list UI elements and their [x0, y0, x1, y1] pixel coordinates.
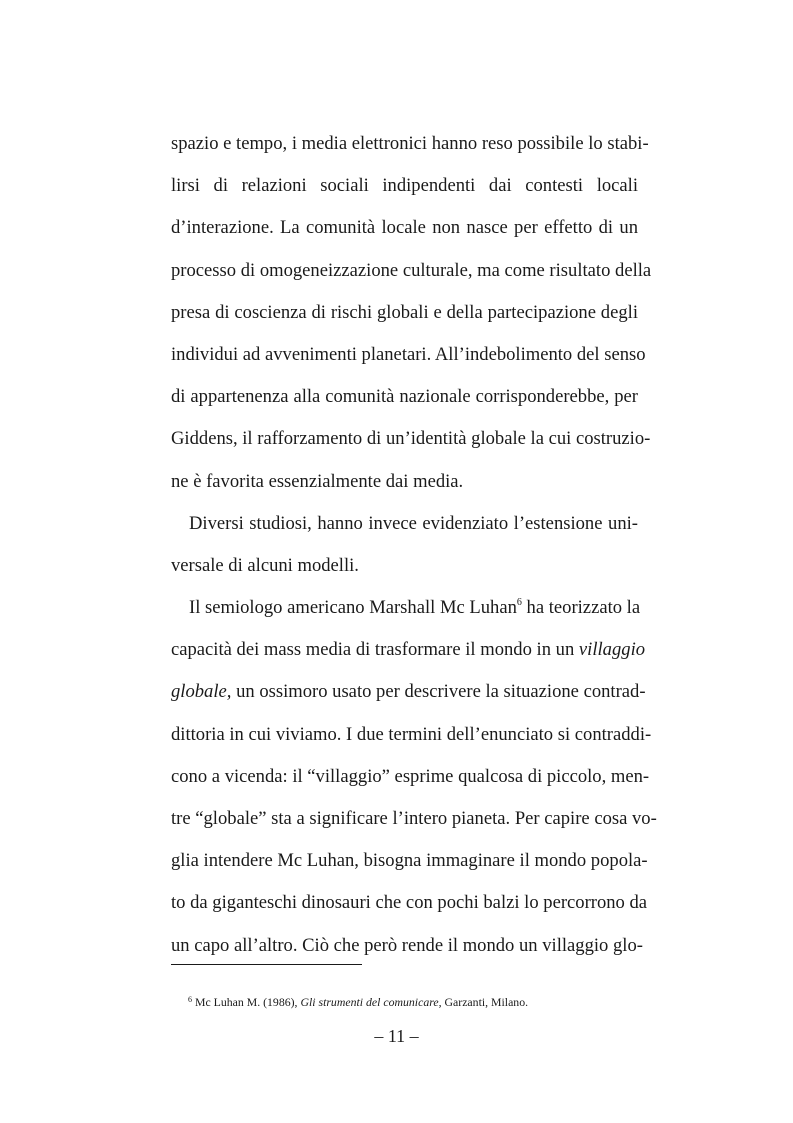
text-line: glia intendere Mc Luhan, bisogna immaginare il mondo popola- — [171, 850, 648, 872]
text-line: presa di coscienza di rischi globali e della partecipazione degli — [171, 301, 638, 323]
footnote-separator — [171, 964, 362, 965]
text-line: to da giganteschi dinosauri che con pochi balzi lo percorrono da — [171, 892, 648, 914]
footnote-number: 6 — [188, 995, 192, 1004]
text-line: tre “globale” sta a significare l’intero pianeta. Per capire cosa vo- — [171, 808, 657, 829]
text-line: globale, un ossimoro usato per descrivere la situazione contrad- — [171, 681, 646, 703]
text-line: di appartenenza alla comunità nazionale corrisponderebbe, per — [171, 386, 638, 408]
text-line: cono a vicenda: il “villaggio” esprime qualcosa di piccolo, men- — [171, 765, 650, 787]
text-line: individui ad avvenimenti planetari. All’indebolimento del senso — [171, 343, 646, 365]
italic-term: globale, — [171, 681, 232, 703]
text-line: Il semiologo americano Marshall Mc Luhan$^6$ ha teorizzato la — [189, 597, 641, 619]
text-line: lirsi di relazioni sociali indipendenti dai contesti locali — [171, 175, 638, 197]
footnote — [188, 995, 528, 1010]
body-text — [171, 128, 657, 972]
text-line: dittoria in cui viviamo. I due termini dell’enunciato si contraddi- — [171, 723, 652, 745]
text-line: Giddens, il rafforzamento di un’identità globale la cui costruzio- — [171, 428, 651, 450]
text-line: ne è favorita essenzialmente dai media. — [171, 470, 464, 492]
text-line: processo di omogeneizzazione culturale, ma come risultato della — [171, 259, 652, 281]
text-line: un capo all’altro. Ciò che però rende il mondo un villaggio glo- — [171, 934, 643, 956]
italic-term: villaggio — [578, 639, 646, 661]
text-line: d’interazione. La comunità locale non nasce per effetto di un — [171, 217, 638, 239]
footnote-publisher: Garzanti, Milano. — [441, 995, 529, 1009]
footnote-author: Mc Luhan M. (1986), — [192, 995, 301, 1009]
page-number: – 11 – — [374, 1026, 419, 1046]
text-line: Diversi studiosi, hanno invece evidenziato l’estensione uni- — [189, 512, 638, 534]
text-line: capacità dei mass media di trasformare il mondo in un villaggio — [171, 639, 646, 661]
footnote-reference: 6 — [516, 597, 522, 609]
text-line: versale di alcuni modelli. — [171, 554, 359, 576]
footnote-title: Gli strumenti del comunicare, — [300, 995, 442, 1009]
text-line: spazio e tempo, i media elettronici hanno reso possibile lo stabi- — [171, 133, 649, 154]
